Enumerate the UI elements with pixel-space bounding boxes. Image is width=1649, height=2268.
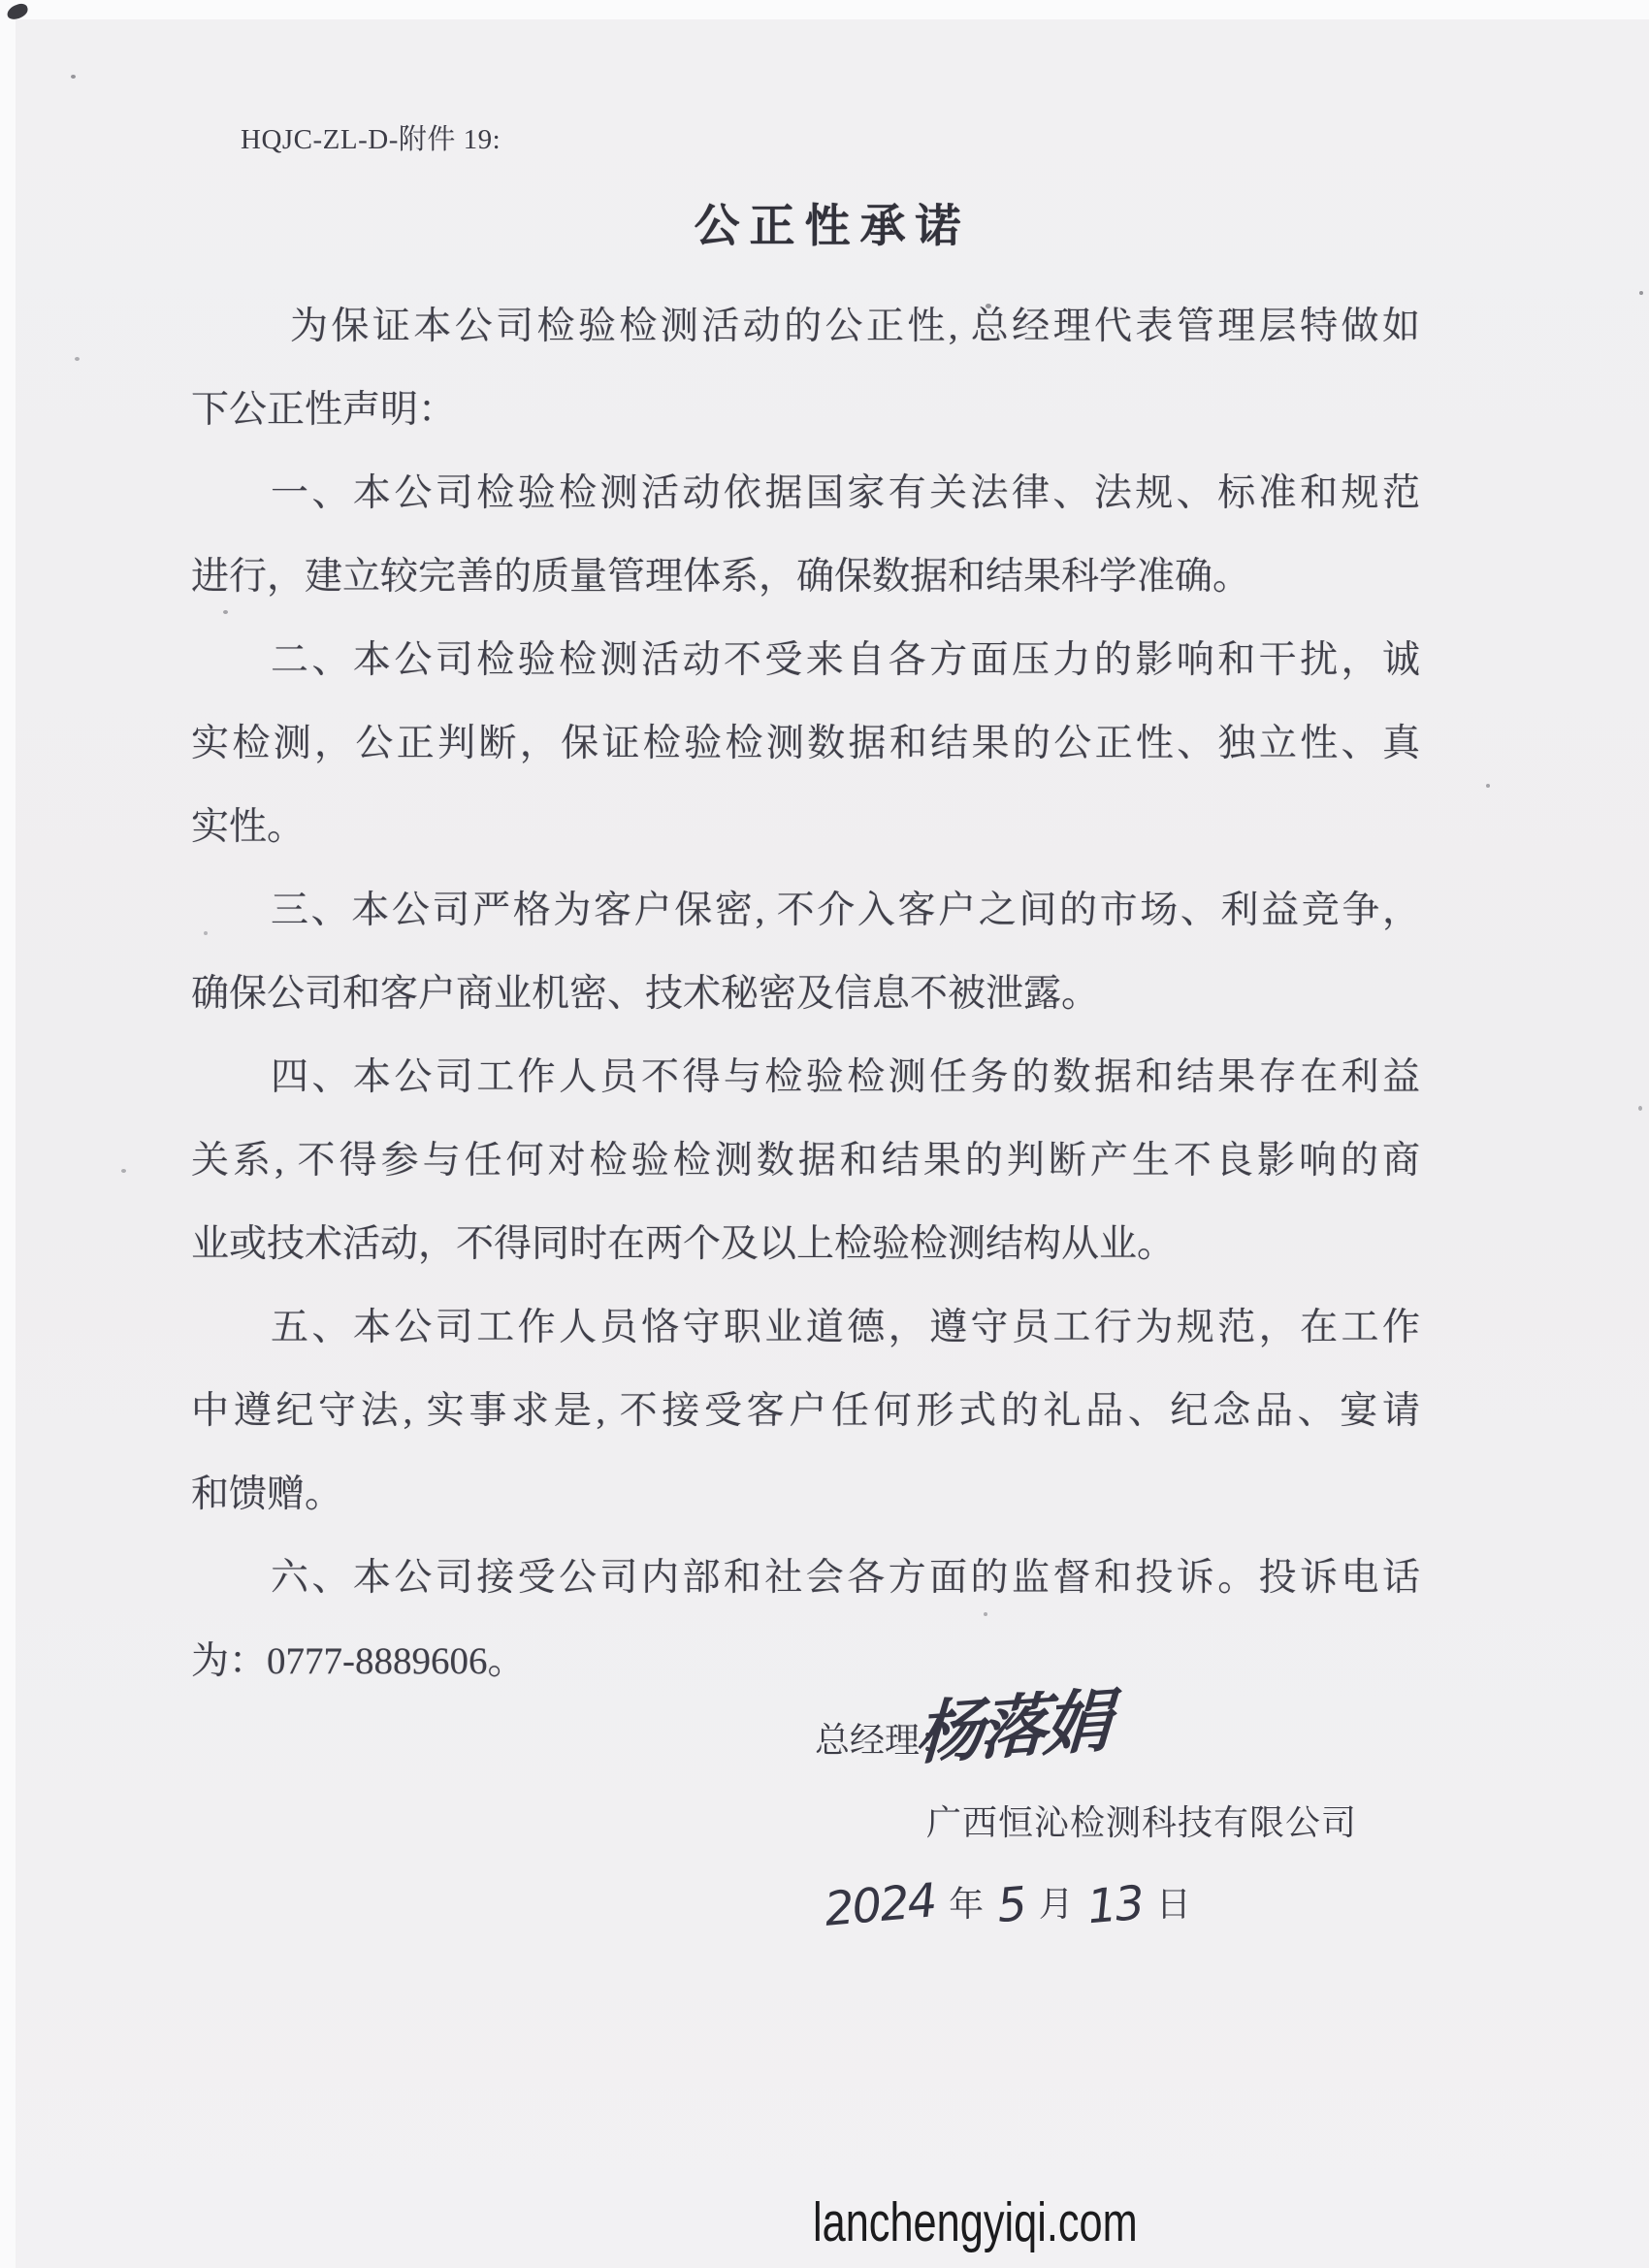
date-day-handwritten: 13 <box>1084 1875 1146 1935</box>
company-name: 广西恒沁检测科技有限公司 <box>926 1803 1358 1842</box>
body-line: 业或技术活动，不得同时在两个及以上检验检测结构从业。 <box>191 1223 1176 1265</box>
general-manager-label: 总经理： <box>815 1721 955 1760</box>
body-line: 实性。 <box>191 806 306 848</box>
body-line: 确保公司和客户商业机密、技术秘密及信息不被泄露。 <box>191 973 1100 1015</box>
document-body <box>191 285 1420 1703</box>
body-line: 四、本公司工作人员不得与检验检测任务的数据和结果存在利益 <box>271 1056 1420 1098</box>
date-day-unit: 日 <box>1155 1884 1191 1924</box>
signature-date <box>822 1873 1191 1937</box>
body-line: 一、本公司检验检测活动依据国家有关法律、法规、标准和规范 <box>271 472 1420 514</box>
scan-speck <box>1638 1106 1642 1111</box>
scan-speck <box>121 1169 126 1173</box>
date-year-handwritten: 2024 <box>822 1873 938 1937</box>
scan-speck <box>71 75 76 79</box>
document-title: 公正性承诺 <box>694 202 971 252</box>
body-line: 下公正性声明： <box>191 389 457 431</box>
body-line: 为保证本公司检验检测活动的公正性, 总经理代表管理层特做如 <box>290 306 1420 347</box>
body-line: 为：0777-8889606。 <box>191 1640 526 1682</box>
body-line: 实检测，公正判断，保证检验检测数据和结果的公正性、独立性、真 <box>191 723 1420 764</box>
watermark-text: lanchengyiqi.com <box>813 2191 1138 2253</box>
scanner-edge-left <box>0 0 16 2268</box>
body-line: 三、本公司严格为客户保密, 不介入客户之间的市场、利益竞争， <box>271 890 1420 931</box>
body-line: 六、本公司接受公司内部和社会各方面的监督和投诉。投诉电话 <box>271 1557 1420 1599</box>
body-line: 中遵纪守法, 实事求是, 不接受客户任何形式的礼品、纪念品、宴请 <box>191 1390 1420 1432</box>
date-year-unit: 年 <box>949 1884 985 1924</box>
body-line: 关系, 不得参与任何对检验检测数据和结果的判断产生不良影响的商 <box>191 1140 1420 1182</box>
date-month-unit: 月 <box>1038 1884 1074 1924</box>
body-line: 进行，建立较完善的质量管理体系，确保数据和结果科学准确。 <box>191 556 1251 598</box>
scan-speck <box>1639 291 1643 295</box>
body-line: 二、本公司检验检测活动不受来自各方面压力的影响和干扰，诚 <box>271 639 1420 681</box>
date-month-handwritten: 5 <box>994 1876 1028 1934</box>
document-code: HQJC-ZL-D-附件 19: <box>241 124 501 155</box>
scan-speck <box>1486 784 1490 788</box>
handwritten-signature: 杨落娟 <box>913 1680 1110 1775</box>
scanner-edge-top <box>0 0 1649 19</box>
body-line: 和馈赠。 <box>191 1474 343 1515</box>
body-line: 五、本公司工作人员恪守职业道德，遵守员工行为规范，在工作 <box>271 1307 1420 1348</box>
scan-speck <box>75 357 80 361</box>
